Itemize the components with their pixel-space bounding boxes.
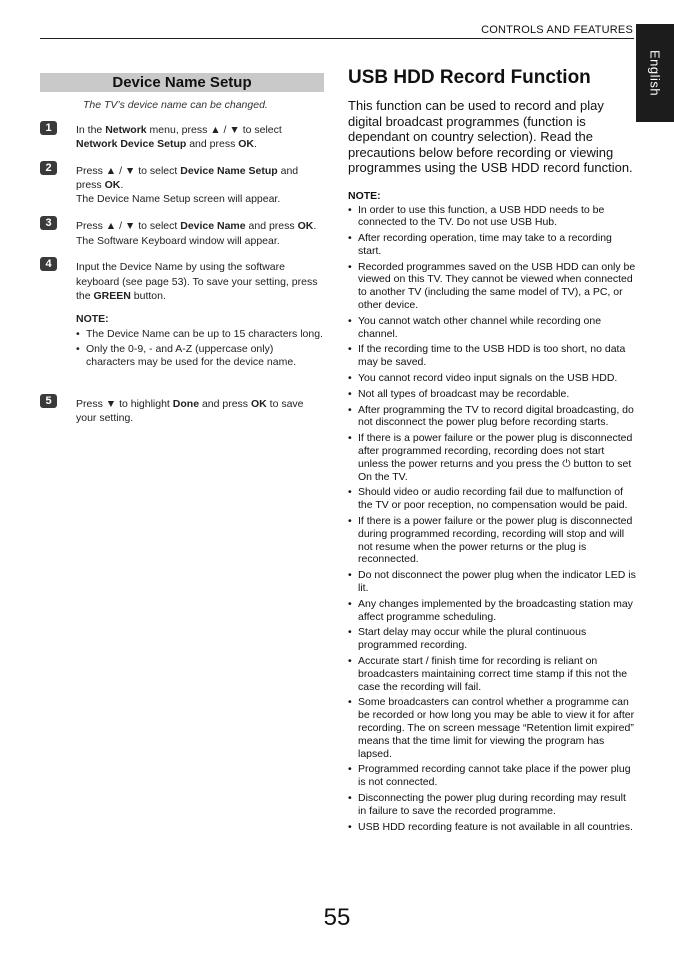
step-number-badge: 5 — [40, 394, 57, 408]
section-intro: The TV’s device name can be changed. — [83, 99, 268, 111]
header-rule — [40, 38, 634, 39]
step-text: Input the Device Name by using the software keyboard (see page 53). To save your setting, press the GREEN button. — [76, 261, 318, 302]
note-item: • Accurate start / finish time for recording is reliant on broadcasters maintaining correct time stamp if this not the case the recording will fail. — [348, 655, 636, 693]
section-title: Device Name Setup — [40, 73, 324, 92]
note-item: • Recorded programmes saved on the USB HDD can only be viewed on this TV. They cannot be viewed when connected to another TV (including the same model of TV), a PC, or other device. — [348, 261, 636, 312]
note-item: • The Device Name can be up to 15 characters long. — [76, 328, 324, 341]
step-number-badge: 2 — [40, 161, 57, 175]
step-number-badge: 4 — [40, 257, 57, 271]
note-list — [76, 328, 324, 369]
step-4 — [40, 257, 324, 371]
step-text: Press ▲ / ▼ to select Device Name and press OK. The Software Keyboard window will appear. — [76, 220, 317, 247]
note-title: NOTE: — [76, 312, 109, 325]
step-1 — [40, 121, 324, 151]
note-item: • Disconnecting the power plug during recording may result in failure to save the recorded programme. — [348, 792, 636, 818]
usb-hdd-record-section — [348, 66, 636, 836]
running-header: CONTROLS AND FEATURES — [481, 24, 633, 36]
note-item: • Do not disconnect the power plug when the indicator LED is lit. — [348, 569, 636, 595]
note-item: • Any changes implemented by the broadcasting station may affect programme scheduling. — [348, 598, 636, 624]
note-item: • You cannot watch other channel while recording one channel. — [348, 315, 636, 341]
note-item: • You cannot record video input signals on the USB HDD. — [348, 372, 636, 385]
note-item: • If there is a power failure or the power plug is disconnected during programmed recording, recording will stop and will not resume when the power returns or the plug is reconnected. — [348, 515, 636, 566]
device-name-setup-section — [40, 73, 324, 424]
step-text: Press ▼ to highlight Done and press OK to save your setting. — [76, 398, 304, 424]
section-heading: USB HDD Record Function — [348, 67, 591, 88]
note-item: • After programming the TV to record digital broadcasting, do not disconnect the power plug before recording starts. — [348, 404, 636, 430]
note-item: • Programmed recording cannot take place if the power plug is not connected. — [348, 763, 636, 789]
step-5 — [40, 394, 324, 425]
step-3 — [40, 216, 324, 249]
step-number-badge: 3 — [40, 216, 57, 230]
note-item: • Should video or audio recording fail due to malfunction of the TV or poor reception, no compensation would be paid. — [348, 486, 636, 512]
step-text: Press ▲ / ▼ to select Device Name Setup and press OK. The Device Name Setup screen will appear. — [76, 165, 299, 205]
note-item: • USB HDD recording feature is not available in all countries. — [348, 821, 636, 834]
note-item: • Not all types of broadcast may be recordable. — [348, 388, 636, 401]
language-tab-label: English — [647, 49, 663, 97]
step-number-badge: 1 — [40, 121, 57, 135]
note-title: NOTE: — [348, 189, 381, 202]
step-2 — [40, 161, 324, 206]
note-item: • If there is a power failure or the power plug is disconnected after programmed recording, recording does not start unless the power returns and you press the ⏻ button to set On the TV. — [348, 432, 636, 483]
note-item: • After recording operation, time may take to a recording start. — [348, 232, 636, 258]
note-item: • If the recording time to the USB HDD is too short, no data may be saved. — [348, 343, 636, 369]
note-item: • In order to use this function, a USB HDD needs to be connected to the TV. Do not use USB Hub. — [348, 204, 636, 230]
note-item: • Some broadcasters can control whether a programme can be recorded or how long you may be able to view it for after recording. The on screen message “Retention limit expired” means that the time limit for viewing the program has lapsed. — [348, 696, 636, 760]
language-tab — [636, 24, 674, 122]
note-list — [348, 204, 636, 834]
section-lead: This function can be used to record and play digital broadcast programmes (function is dependant on country selection). Read the precautions below before recording or viewing programmes using the USB HDD record function. — [348, 98, 633, 175]
step-text: In the Network menu, press ▲ / ▼ to select Network Device Setup and press OK. — [76, 124, 282, 150]
page-number: 55 — [323, 904, 351, 931]
note-item: • Only the 0-9, - and A-Z (uppercase only) characters may be used for the device name. — [76, 343, 324, 369]
note-item: • Start delay may occur while the plural continuous programmed recording. — [348, 626, 636, 652]
